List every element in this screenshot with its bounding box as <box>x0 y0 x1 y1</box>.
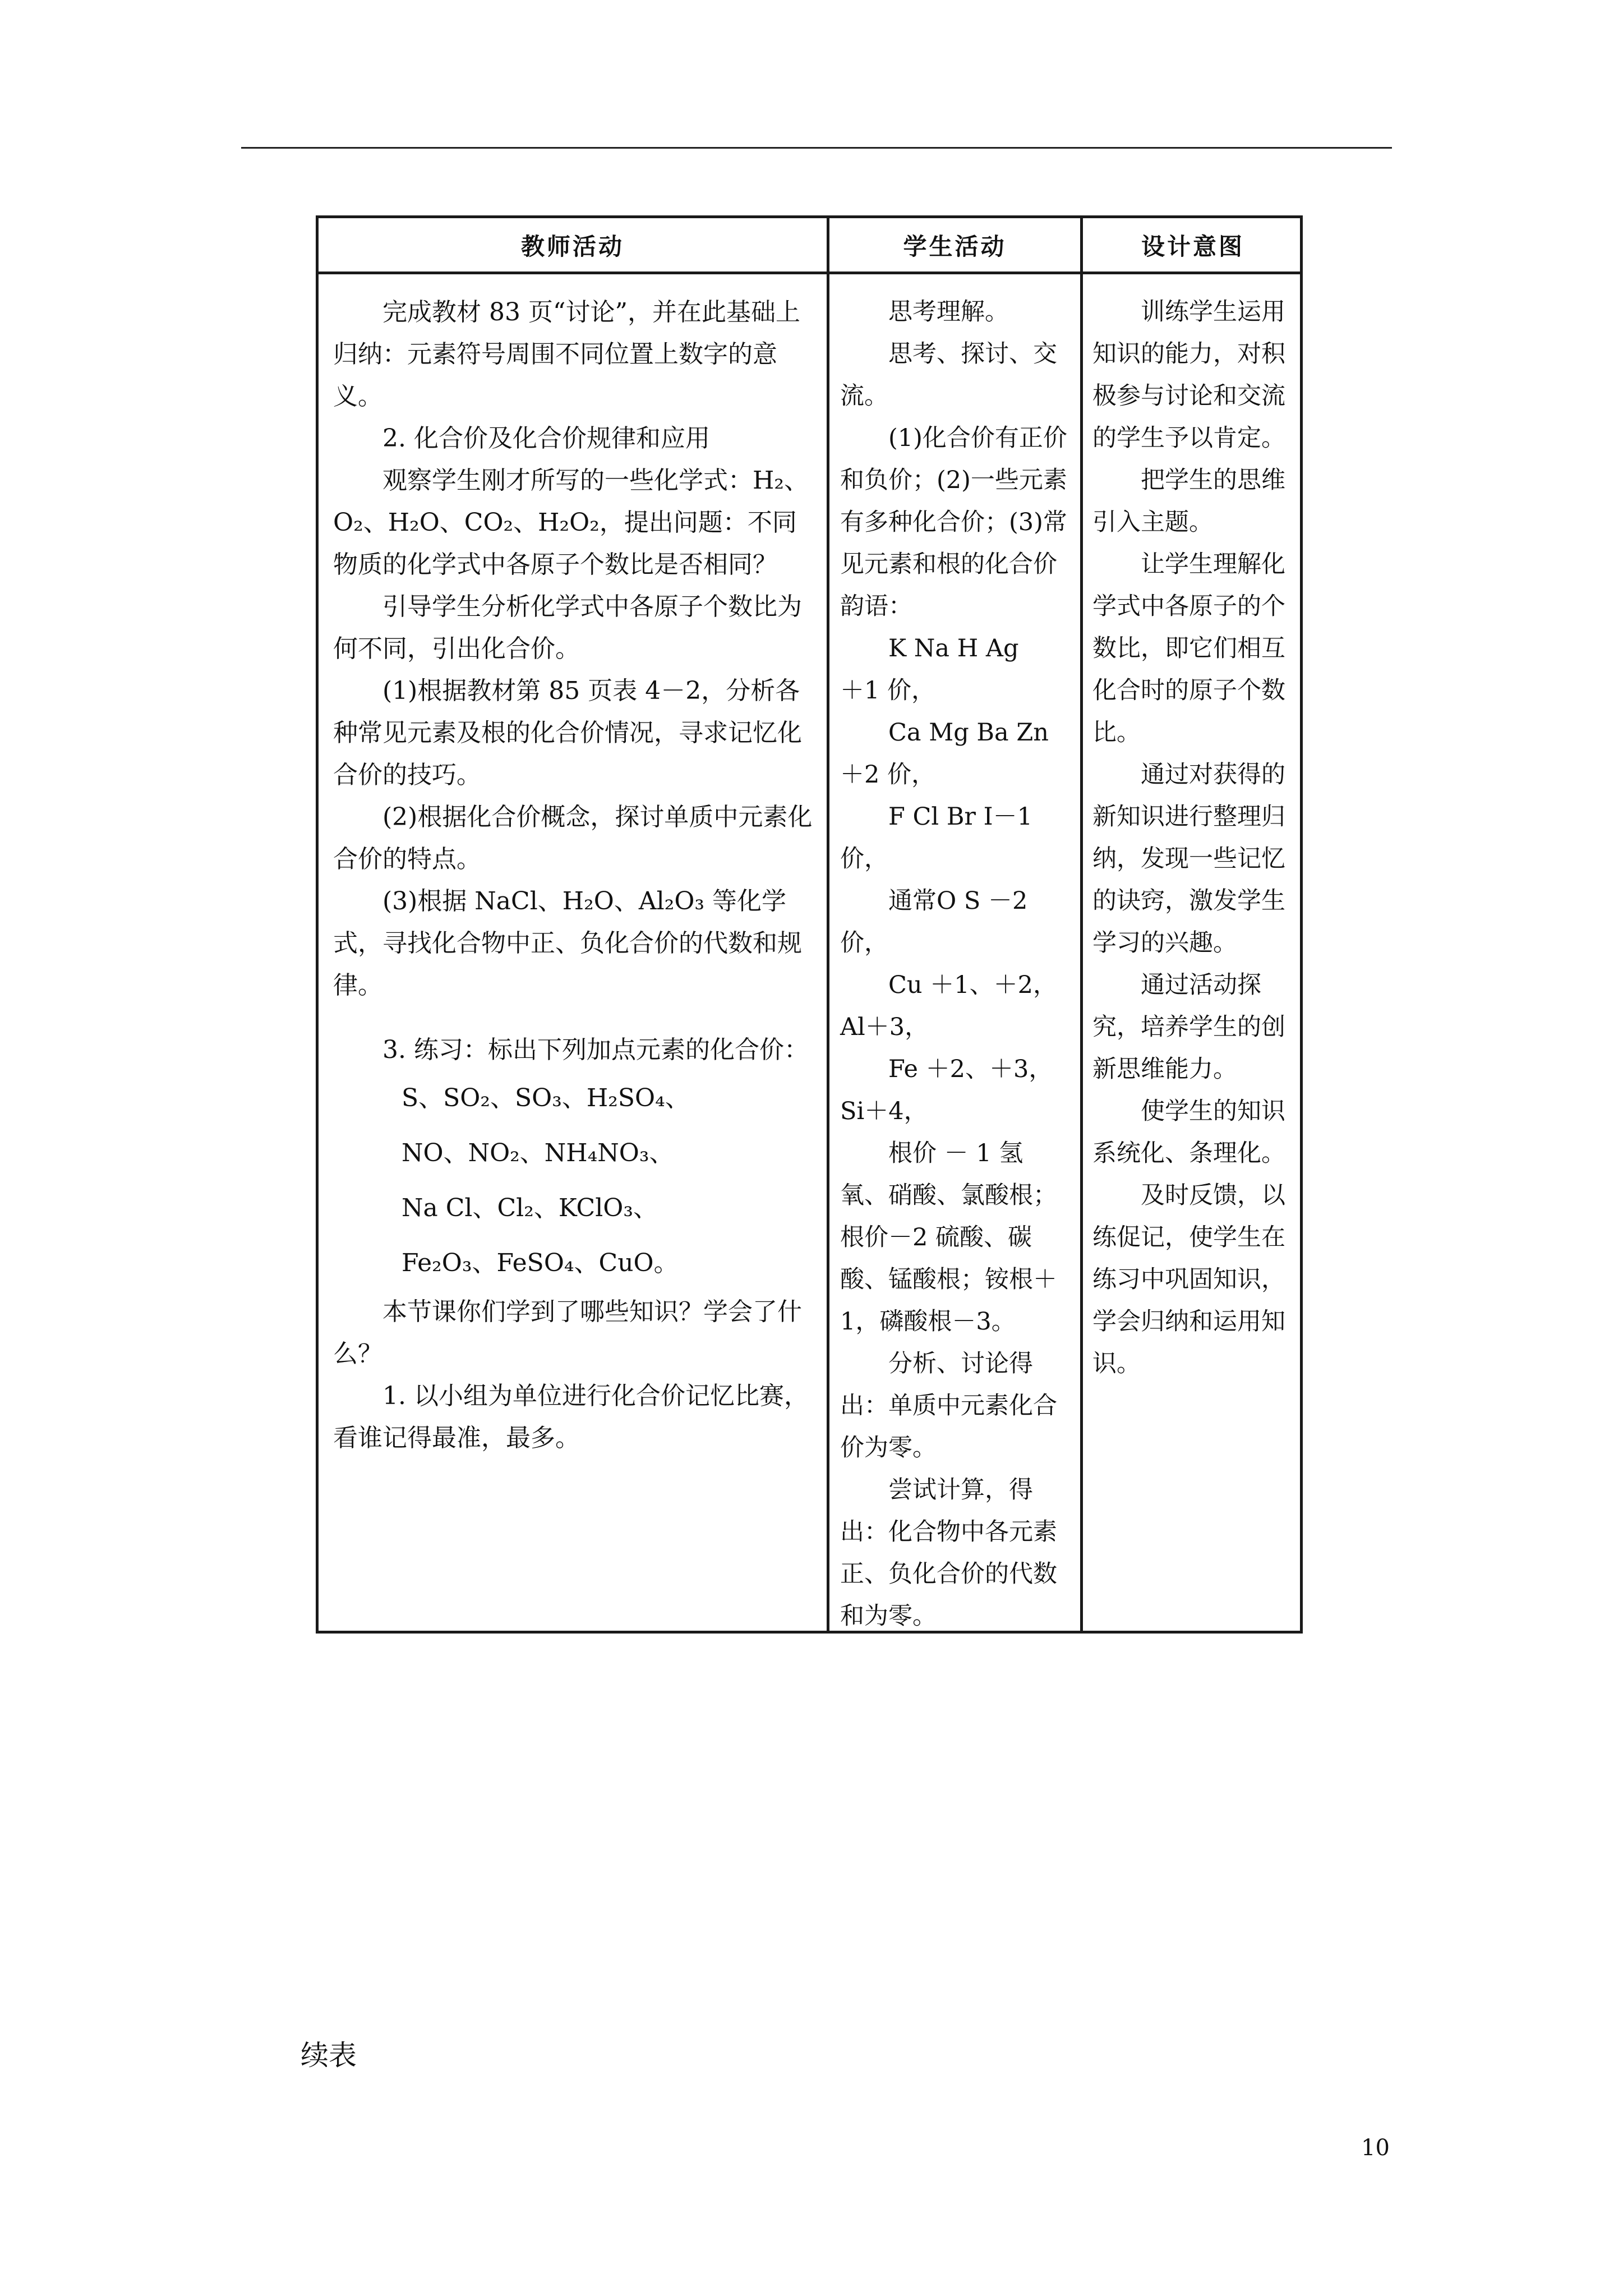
valence-rhyme: Cu ＋1、＋2， <box>888 971 1057 999</box>
teacher-activity-cell <box>333 291 815 1459</box>
valence-rhyme: F Cl Br I－1价， <box>840 803 1032 873</box>
student-paragraph: 思考理解。 <box>888 298 1009 326</box>
header-divider <box>319 272 1300 274</box>
column-divider <box>827 218 829 1631</box>
student-paragraph: 根价 － 1 氢氧、硝酸、氯酸根；根价－2 硫酸、碳酸、锰酸根；铵根＋1，磷酸根－3。 <box>840 1139 1057 1336</box>
design-paragraph: 通过对获得的新知识进行整理归纳，发现一些记忆的诀窍，激发学生学习的兴趣。 <box>1092 761 1285 957</box>
teacher-paragraph: 1. 以小组为单位进行化合价记忆比赛，看谁记得最准，最多。 <box>333 1382 809 1452</box>
design-paragraph: 通过活动探究，培养学生的创新思维能力。 <box>1092 971 1285 1083</box>
header-student-activity: 学生活动 <box>903 232 1007 260</box>
design-paragraph: 让学生理解化学式中各原子的个数比，即它们相互化合时的原子个数比。 <box>1092 550 1285 747</box>
continued-label: 续表 <box>301 2039 357 2072</box>
design-paragraph: 训练学生运用知识的能力，对积极参与讨论和交流的学生予以肯定。 <box>1092 298 1285 452</box>
design-paragraph: 及时反馈，以练促记，使学生在练习中巩固知识，学会归纳和运用知识。 <box>1092 1181 1285 1378</box>
valence-rhyme: Si＋4， <box>840 1097 928 1125</box>
teacher-paragraph: (2)根据化合价概念，探讨单质中元素化合价的特点。 <box>333 803 813 873</box>
header-design-intent: 设计意图 <box>1141 232 1244 260</box>
column-divider <box>1080 218 1083 1631</box>
page-number: 10 <box>1361 2135 1390 2161</box>
student-activity-cell <box>840 291 1069 1637</box>
teacher-paragraph: 观察学生刚才所写的一些化学式：H₂、O₂、H₂O、CO₂、H₂O₂，提出问题：不同物质的化学式中各原子个数比是否相同？ <box>333 466 809 579</box>
lesson-table <box>316 215 1303 1634</box>
valence-rhyme: ＋1 价， <box>840 677 936 705</box>
valence-rhyme: Fe ＋2、＋3， <box>888 1055 1053 1083</box>
student-paragraph: 尝试计算，得出：化合物中各元素正、负化合价的代数和为零。 <box>840 1476 1057 1630</box>
design-intent-cell <box>1092 291 1294 1385</box>
valence-rhyme: K Na H Ag <box>888 634 1019 662</box>
teacher-paragraph: 本节课你们学到了哪些知识？学会了什么？ <box>333 1297 802 1368</box>
valence-rhyme: 通常O S －2价， <box>840 887 1028 957</box>
teacher-paragraph: (1)根据教材第 85 页表 4－2，分析各种常见元素及根的化合价情况，寻求记忆化合价的技巧。 <box>333 677 802 789</box>
header-teacher-activity: 教师活动 <box>520 232 624 260</box>
design-paragraph: 使学生的知识系统化、条理化。 <box>1092 1097 1285 1167</box>
teacher-paragraph: 2. 化合价及化合价规律和应用 <box>382 424 710 453</box>
valence-rhyme: Ca Mg Ba Zn <box>888 719 1049 747</box>
exercise-formula: Fe₂O₃、FeSO₄、CuO。 <box>402 1249 679 1277</box>
exercise-formula: S、SO₂、SO₃、H₂SO₄、 <box>402 1084 690 1112</box>
teacher-paragraph: 完成教材 83 页“讨论”，并在此基础上归纳：元素符号周围不同位置上数字的意义。 <box>333 298 800 411</box>
teacher-paragraph: 引导学生分析化学式中各原子个数比为何不同，引出化合价。 <box>333 592 802 663</box>
student-paragraph: 分析、讨论得出：单质中元素化合价为零。 <box>840 1350 1057 1462</box>
exercise-formula: Na Cl、Cl₂、KClO₃、 <box>402 1194 658 1222</box>
valence-rhyme: Al＋3， <box>840 1013 929 1041</box>
exercise-formula: NO、NO₂、NH₄NO₃、 <box>402 1139 674 1167</box>
valence-rhyme: ＋2 价， <box>840 761 936 789</box>
student-paragraph: 思考、探讨、交流。 <box>840 340 1057 410</box>
student-paragraph: (1)化合价有正价和负价；(2)一些元素有多种化合价；(3)常见元素和根的化合价韵语： <box>840 424 1067 620</box>
header-rule <box>241 147 1392 149</box>
design-paragraph: 把学生的思维引入主题。 <box>1092 466 1285 536</box>
teacher-paragraph: (3)根据 NaCl、H₂O、Al₂O₃ 等化学式，寻找化合物中正、负化合价的代数和规律。 <box>333 887 802 1000</box>
teacher-paragraph: 3. 练习：标出下列加点元素的化合价： <box>382 1036 809 1064</box>
